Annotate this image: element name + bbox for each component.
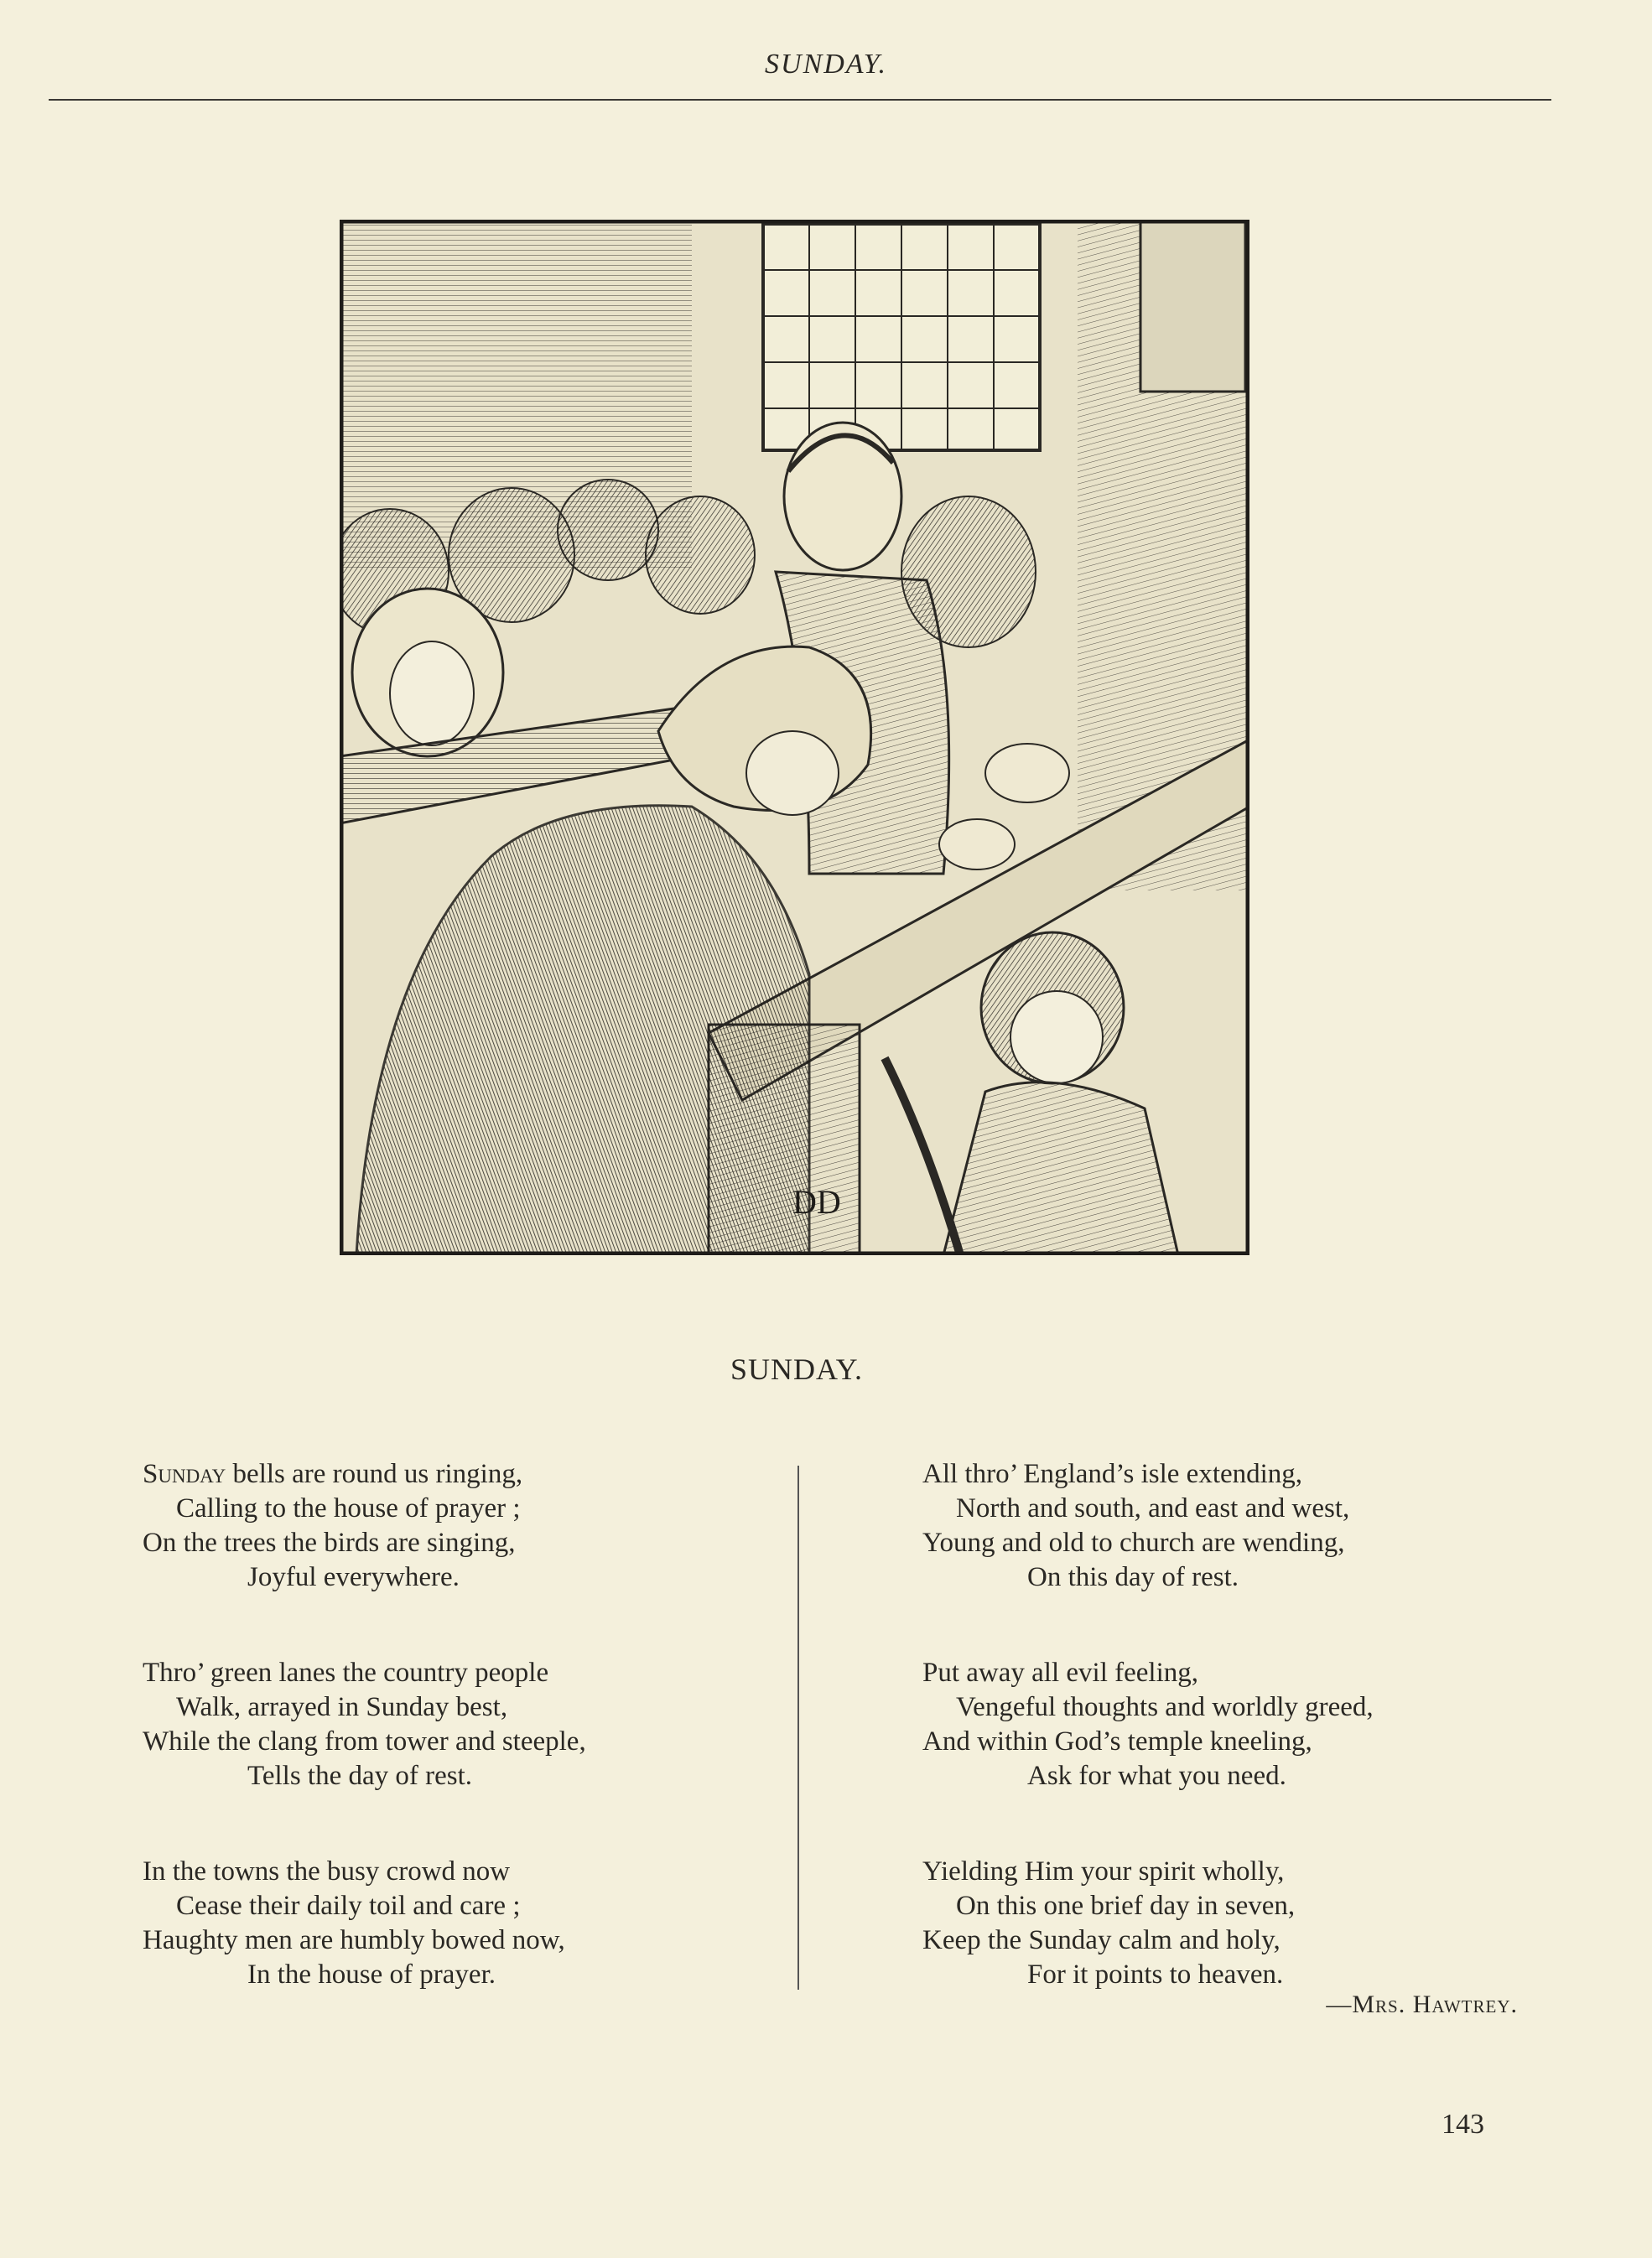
- poem-line: Cease their daily toil and care ;: [176, 1891, 521, 1921]
- column-divider: [797, 1466, 799, 1990]
- poem-line: While the clang from tower and steeple,: [143, 1726, 586, 1757]
- engraving-illustration: [340, 220, 1249, 1255]
- poem-line: Ask for what you need.: [1027, 1761, 1286, 1791]
- poem-line: Walk, arrayed in Sunday best,: [176, 1692, 508, 1722]
- poem-line: Thro’ green lanes the country people: [143, 1658, 549, 1688]
- poem-right-column: [922, 1457, 1560, 1992]
- poem-line: In the house of prayer.: [247, 1960, 496, 1990]
- poem-line: All thro’ England’s isle extending,: [922, 1459, 1303, 1489]
- engraver-monogram: DD: [792, 1183, 841, 1221]
- stanza-4: [922, 1457, 1560, 1595]
- poem-title: SUNDAY.: [730, 1352, 864, 1386]
- poem-line: Vengeful thoughts and worldly greed,: [956, 1692, 1374, 1722]
- poem-left-column: [143, 1457, 780, 1992]
- poem-line: Keep the Sunday calm and holy,: [922, 1925, 1281, 1955]
- poem-line: Joyful everywhere.: [247, 1562, 460, 1592]
- poem-attribution: —Mrs. Hawtrey.: [1326, 1991, 1518, 2018]
- poem-line: Haughty men are humbly bowed now,: [143, 1925, 565, 1955]
- poem-line: On the trees the birds are singing,: [143, 1528, 516, 1558]
- poem-line: On this one brief day in seven,: [956, 1891, 1296, 1921]
- page-number: 143: [1442, 2109, 1484, 2140]
- poem-line: Calling to the house of prayer ;: [176, 1493, 521, 1524]
- poem-line: For it points to heaven.: [1027, 1960, 1284, 1990]
- header-rule: [49, 99, 1551, 101]
- poem-line: Put away all evil feeling,: [922, 1658, 1198, 1688]
- poem-line: Yielding Him your spirit wholly,: [922, 1856, 1285, 1887]
- poem-line: Tells the day of rest.: [247, 1761, 473, 1791]
- stanza-1: [143, 1457, 780, 1595]
- poem-line: In the towns the busy crowd now: [143, 1856, 511, 1887]
- poem-line: Young and old to church are wending,: [922, 1528, 1345, 1558]
- stanza-6: [922, 1855, 1560, 1992]
- poem-line: Sunday bells are round us ringing,: [143, 1459, 523, 1489]
- running-head: SUNDAY.: [765, 49, 887, 80]
- engraving-church-pew-scene-icon: [340, 220, 1249, 1255]
- drop-word: Sunday: [143, 1459, 226, 1489]
- poem-line: On this day of rest.: [1027, 1562, 1239, 1592]
- stanza-3: [143, 1855, 780, 1992]
- poem-line: North and south, and east and west,: [956, 1493, 1350, 1524]
- poem-line: And within God’s temple kneeling,: [922, 1726, 1312, 1757]
- stanza-5: [922, 1656, 1560, 1793]
- stanza-2: [143, 1656, 780, 1793]
